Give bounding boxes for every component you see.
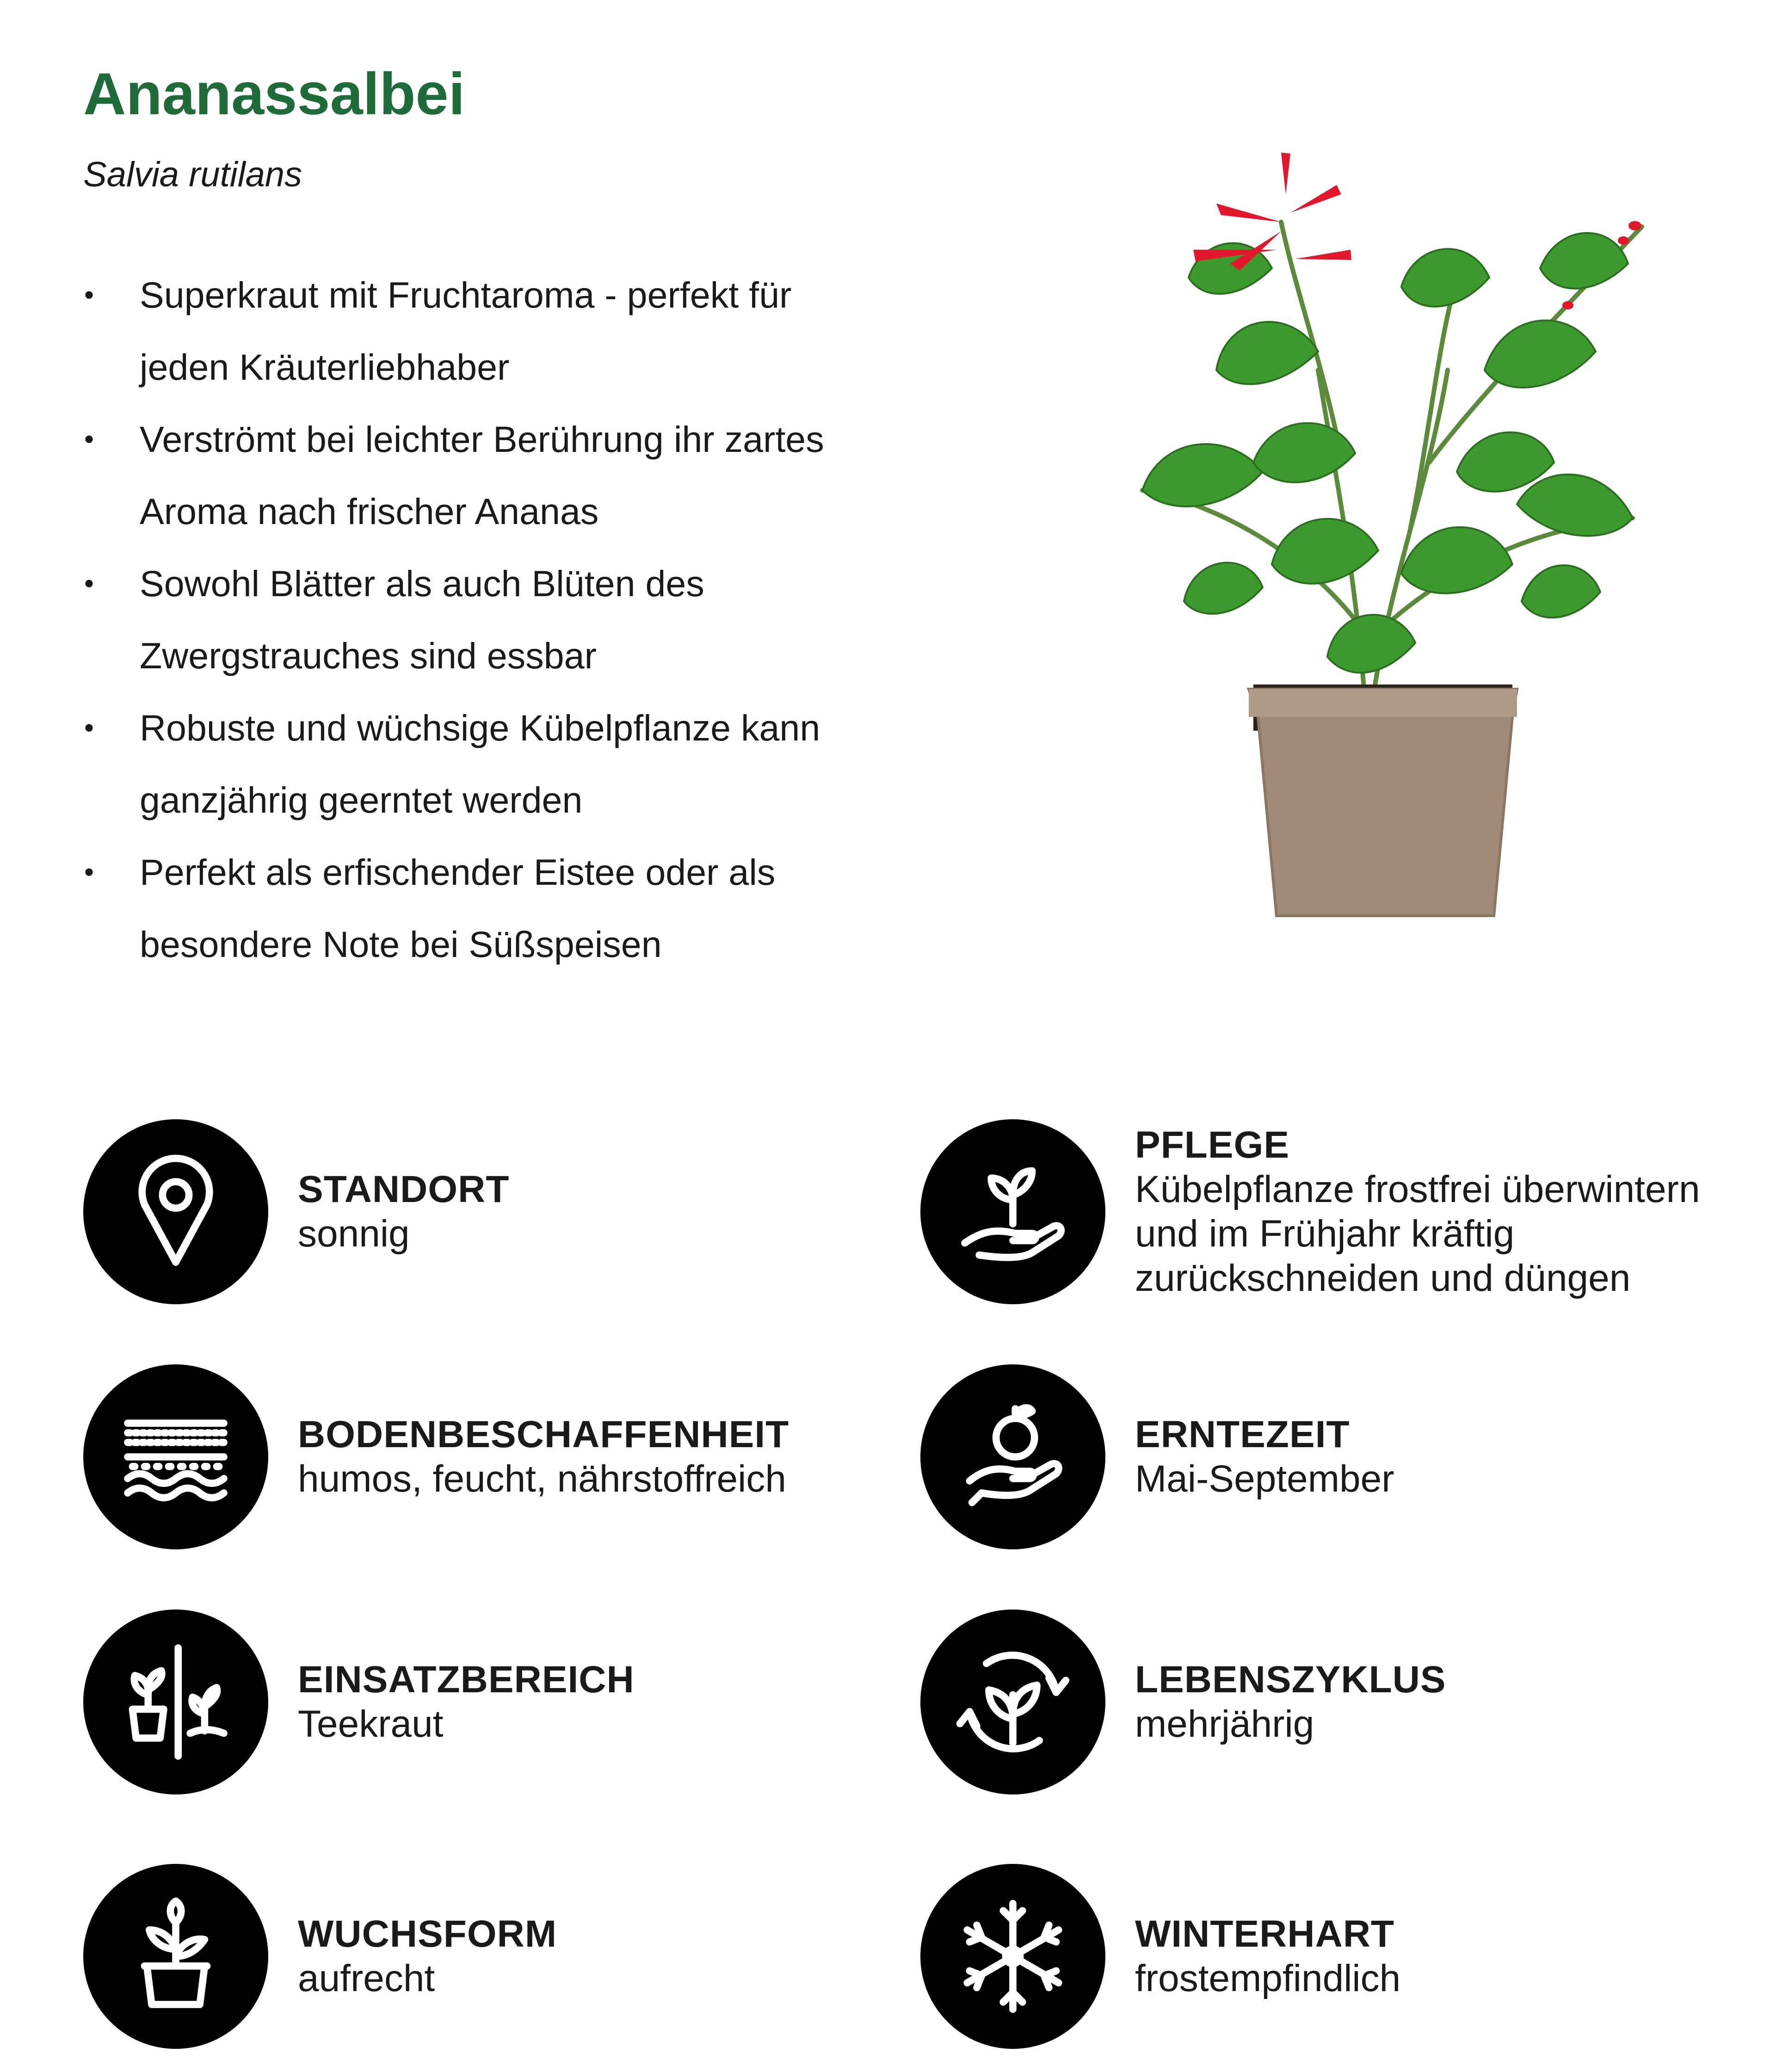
feature-value: humos, feucht, nährstoffreich [298, 1458, 786, 1500]
feature-einsatzbereich [83, 1610, 635, 1794]
feature-wuchsform [83, 1864, 557, 2049]
soil-layers-icon [83, 1364, 268, 1549]
bullet-icon: • [84, 424, 94, 455]
bullet-icon: • [84, 568, 94, 599]
bullet-icon: • [84, 279, 94, 310]
feature-label: WUCHSFORM [298, 1913, 557, 1955]
bullet-icon: • [84, 712, 94, 743]
plant-cycle-icon [920, 1610, 1105, 1794]
feature-value: frostempfindlich [1135, 1957, 1401, 1999]
feature-erntezeit [920, 1364, 1394, 1549]
feature-label: STANDORT [298, 1168, 510, 1210]
feature-label: PFLEGE [1135, 1124, 1290, 1166]
bullet-item: • Verströmt bei leichter Berührung ihr zartes Aroma nach frischer Ananas [79, 403, 957, 548]
hand-fruit-icon [920, 1364, 1105, 1549]
bullet-item: • Robuste und wüchsige Kübelpflanze kann ganzjährig geerntet werden [79, 692, 957, 836]
feature-value: und im Frühjahr kräftig [1135, 1213, 1515, 1255]
feature-value: Teekraut [298, 1703, 444, 1745]
snowflake-icon [920, 1864, 1105, 2049]
feature-value: Mai-September [1135, 1458, 1394, 1500]
feature-pflege [920, 1119, 1700, 1304]
feature-bullet-list [79, 259, 957, 980]
bullet-item: • Sowohl Blätter als auch Blüten des Zwergstrauches sind essbar [79, 548, 957, 692]
pot-and-bed-icon [83, 1610, 268, 1794]
feature-label: BODENBESCHAFFENHEIT [298, 1413, 789, 1455]
hand-seedling-icon [920, 1119, 1105, 1304]
feature-value: mehrjährig [1135, 1703, 1314, 1745]
potted-plant-icon [83, 1864, 268, 2049]
bullet-icon: • [84, 857, 94, 888]
plant-product-image [1078, 111, 1739, 944]
feature-value: sonnig [298, 1213, 410, 1255]
feature-value: Kübelpflanze frostfrei überwintern [1135, 1168, 1700, 1210]
feature-winterhart [920, 1864, 1400, 2049]
feature-label: WINTERHART [1135, 1913, 1395, 1955]
feature-lebenszyklus [920, 1610, 1446, 1794]
location-pin-icon [83, 1119, 268, 1304]
latin-name: Salvia rutilans [83, 155, 302, 194]
bullet-item: • Superkraut mit Fruchtaroma - perfekt für jeden Kräuterliebhaber [79, 259, 957, 403]
page-title: Ananassalbei [83, 61, 465, 127]
feature-standort [83, 1119, 509, 1304]
bullet-item: • Perfekt als erfischender Eistee oder als besondere Note bei Süßspeisen [79, 836, 957, 980]
feature-label: ERNTEZEIT [1135, 1413, 1350, 1455]
feature-bodenbeschaffenheit [83, 1364, 789, 1549]
feature-value: zurückschneiden und düngen [1135, 1257, 1631, 1299]
feature-label: LEBENSZYKLUS [1135, 1659, 1446, 1701]
feature-value: aufrecht [298, 1957, 435, 1999]
feature-label: EINSATZBEREICH [298, 1659, 635, 1701]
